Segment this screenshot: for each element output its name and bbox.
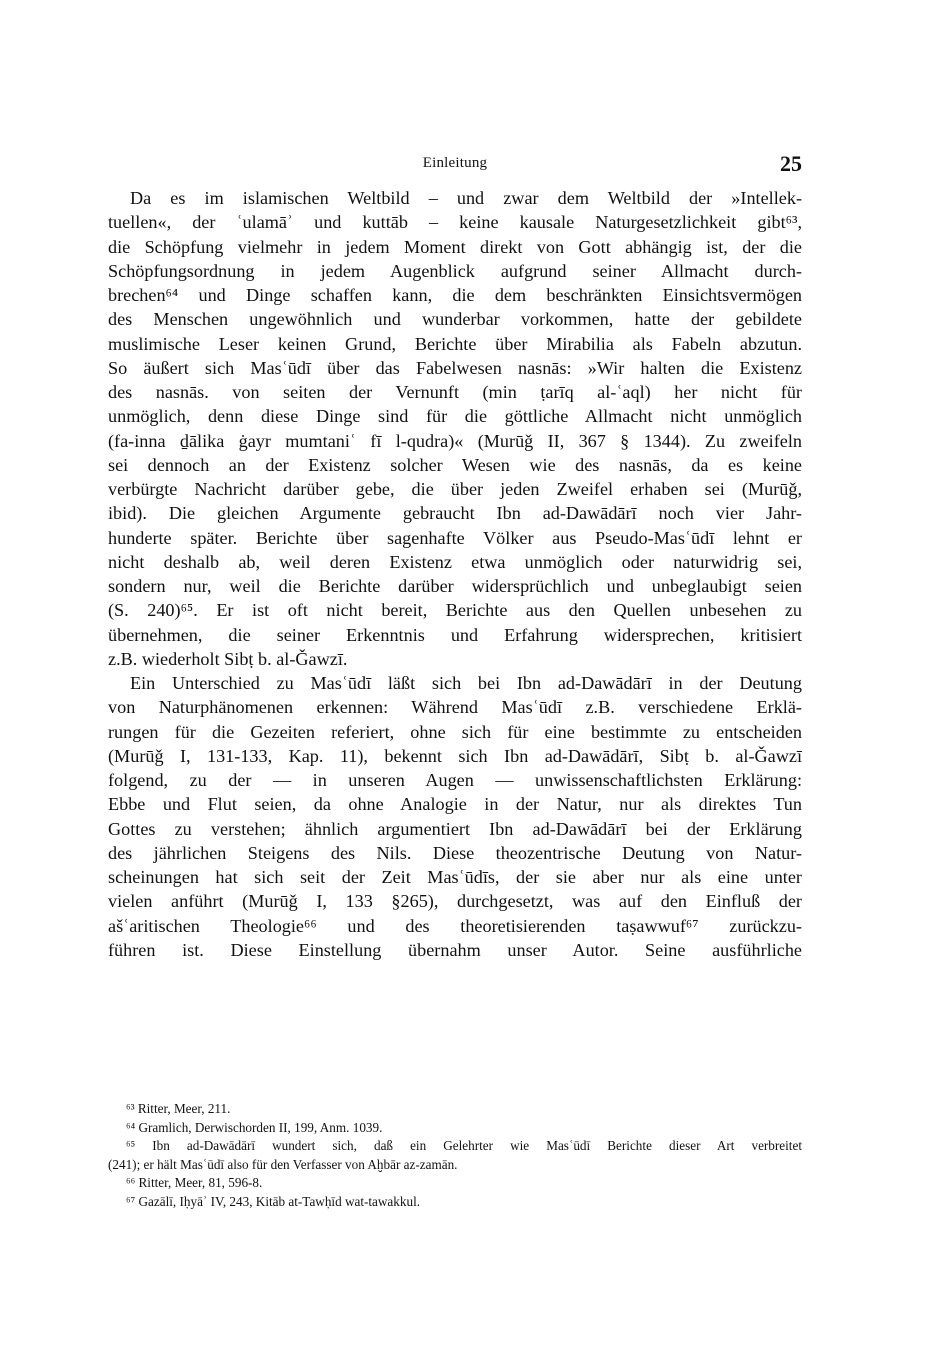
text-line: des Menschen ungewöhnlich und wunderbar vorkommen, hatte der gebildete <box>108 309 802 330</box>
text-line: Ein Unterschied zu Masʿūdī läßt sich bei Ibn ad-Dawādārī in der Deutung <box>130 673 802 693</box>
text-line: vielen anführt (Murūǧ I, 133 §265), durchgesetzt, was auf den Einfluß der <box>108 891 802 912</box>
footnote: ⁶⁷ Gazālī, Iḥyāʾ IV, 243, Kitāb at-Tawḥīd wat-tawakkul. <box>126 1193 421 1209</box>
text-line: verbürgte Nachricht darüber gebe, die über jeden Zweifel erhaben sei (Murūǧ, <box>108 479 802 499</box>
text-line: tuellen«, der ʿulamāʾ und kuttāb – keine kausale Naturgesetzlichkeit gibt⁶³, <box>108 212 802 233</box>
text-line: Da es im islamischen Weltbild – und zwar dem Weltbild der »Intellek- <box>130 188 802 208</box>
text-line: rungen für die Gezeiten referiert, ohne sich für eine bestimmte zu entscheiden <box>108 721 802 742</box>
text-line: ibid). Die gleichen Argumente gebraucht Ibn ad-Dawādārī noch vier Jahr- <box>108 503 802 524</box>
body-text <box>108 186 802 962</box>
text-line: führen ist. Diese Einstellung übernahm unser Autor. Seine ausführliche <box>108 939 802 960</box>
text-line: des jährlichen Steigens des Nils. Diese theozentrische Deutung von Natur- <box>108 842 802 863</box>
text-line: folgend, zu der — in unseren Augen — unwissenschaftlichsten Erklärung: <box>108 770 802 790</box>
text-line: (Murūǧ I, 131-133, Kap. 11), bekennt sich Ibn ad-Dawādārī, Sibṭ b. al-Ǧawzī <box>108 745 802 766</box>
footnote: ⁶⁴ Gramlich, Derwischorden II, 199, Anm. 1039. <box>126 1119 383 1135</box>
footnote: ⁶⁶ Ritter, Meer, 81, 596-8. <box>126 1175 263 1190</box>
text-line: z.B. wiederholt Sibṭ b. al-Ǧawzī. <box>108 648 348 669</box>
footnote: ⁶⁵ Ibn ad-Dawādārī wundert sich, daß ein Gelehrter wie Masʿūdī Berichte dieser Art verbreitet <box>126 1138 802 1153</box>
text-line: Schöpfungsordnung in jedem Augenblick aufgrund seiner Allmacht durch- <box>108 260 802 281</box>
text-line: nicht deshalb ab, weil deren Existenz etwa unmöglich oder naturwidrig sei, <box>108 551 802 572</box>
footnote: (241); er hält Masʿūdī also für den Verfasser von Aḫbār az-zamān. <box>108 1156 458 1172</box>
footnotes <box>108 1100 802 1211</box>
text-line: (S. 240)⁶⁵. Er ist oft nicht bereit, Berichte aus den Quellen unbesehen zu <box>108 600 802 621</box>
text-line: ašʿaritischen Theologie⁶⁶ und des theoretisierenden taṣawwuf⁶⁷ zurückzu- <box>108 915 802 936</box>
running-head <box>108 153 802 181</box>
page-number: 25 <box>780 151 802 176</box>
text-line: (fa-inna ḏālika ġayr mumtaniʿ fī l-qudra)« (Murūǧ II, 367 § 1344). Zu zweifeln <box>108 430 802 451</box>
text-line: des nasnās. von seiten der Vernunft (min ṭarīq al-ʿaql) her nicht für <box>108 382 802 402</box>
chapter-title: Einleitung <box>422 155 488 171</box>
text-line: sei dennoch an der Existenz solcher Wesen wie des nasnās, da es keine <box>108 454 802 475</box>
text-line: scheinungen hat sich seit der Zeit Masʿūdīs, der sie aber nur als eine unter <box>108 867 802 887</box>
text-line: brechen⁶⁴ und Dinge schaffen kann, die dem beschränkten Einsichtsvermögen <box>108 285 802 305</box>
text-line: unmöglich, denn diese Dinge sind für die göttliche Allmacht nicht unmöglich <box>108 406 802 427</box>
text-line: muslimische Leser keinen Grund, Berichte über Mirabilia als Fabeln abzutun. <box>108 333 802 354</box>
text-line: So äußert sich Masʿūdī über das Fabelwesen nasnās: »Wir halten die Existenz <box>108 357 802 378</box>
text-line: sondern nur, weil die Berichte darüber widersprüchlich und unbeglaubigt seien <box>108 576 802 596</box>
text-line: Gottes zu verstehen; ähnlich argumentiert Ibn ad-Dawādārī bei der Erklärung <box>108 818 802 839</box>
text-line: Ebbe und Flut seien, da ohne Analogie in der Natur, nur als direktes Tun <box>108 794 802 815</box>
text-line: von Naturphänomenen erkennen: Während Masʿūdī z.B. verschiedene Erklä- <box>108 697 802 718</box>
text-line: die Schöpfung vielmehr in jedem Moment direkt von Gott abhängig ist, der die <box>108 236 802 257</box>
footnote: ⁶³ Ritter, Meer, 211. <box>126 1101 231 1116</box>
text-line: übernehmen, die seiner Erkenntnis und Erfahrung widersprechen, kritisiert <box>108 624 802 645</box>
text-line: hunderte später. Berichte über sagenhafte Völker aus Pseudo-Masʿūdī lehnt er <box>108 527 802 548</box>
